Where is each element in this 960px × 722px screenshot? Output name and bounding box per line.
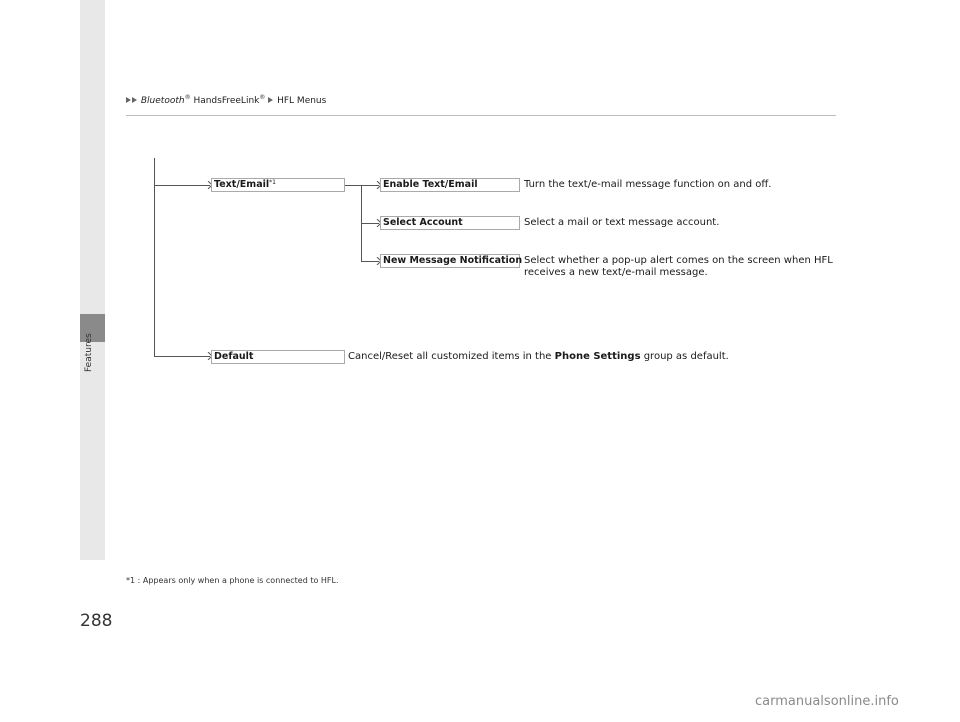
- menu-item-default: [211, 350, 345, 364]
- registered-mark: ®: [184, 94, 191, 101]
- footnote-mark: *1: [269, 179, 276, 186]
- menu-item-text-email: [211, 178, 345, 192]
- branch-line-text-email: [154, 185, 210, 186]
- description-enable-text-email: Turn the text/e-mail message function on and off.: [524, 179, 772, 190]
- breadcrumb-hfl-menus: HFL Menus: [277, 96, 327, 106]
- breadcrumb-arrow-icon: [126, 97, 131, 103]
- section-label: Features: [84, 333, 94, 372]
- footnote: *1 : Appears only when a phone is connected to HFL.: [126, 576, 339, 585]
- description-line: receives a new text/e-mail message.: [524, 267, 708, 278]
- menu-item-label: Default: [214, 351, 254, 362]
- breadcrumb-arrow-icon: [268, 97, 273, 103]
- page-number: 288: [80, 611, 113, 631]
- breadcrumb: [126, 94, 326, 106]
- menu-item-label: Text/Email: [214, 179, 270, 190]
- breadcrumb-arrow-icon: [132, 97, 137, 103]
- registered-mark: ®: [259, 94, 266, 101]
- menu-item-label: New Message Notification: [383, 255, 523, 266]
- side-bar: [80, 0, 105, 560]
- description-text: group as default.: [640, 351, 729, 362]
- phone-settings-term: Phone Settings: [554, 351, 641, 362]
- description-text: Cancel/Reset all customized items in the: [348, 351, 555, 362]
- menu-item-select-account: [380, 216, 520, 230]
- description-line: Select whether a pop-up alert comes on the screen when HFL: [524, 255, 833, 266]
- menu-item-label: Enable Text/Email: [383, 179, 478, 190]
- description-default: [348, 351, 729, 363]
- description-new-message-notification: [524, 255, 833, 279]
- breadcrumb-handsfreelink: HandsFreeLink: [190, 96, 260, 106]
- watermark: carmanualsonline.info: [755, 694, 899, 709]
- description-select-account: Select a mail or text message account.: [524, 217, 720, 228]
- menu-item-new-message-notification: [380, 254, 523, 268]
- branch-line-default: [154, 356, 210, 357]
- tree-trunk-line: [154, 158, 155, 356]
- header-rule: [126, 115, 836, 116]
- breadcrumb-bluetooth: Bluetooth: [140, 96, 185, 106]
- menu-item-enable-text-email: [380, 178, 520, 192]
- menu-item-label: Select Account: [383, 217, 463, 228]
